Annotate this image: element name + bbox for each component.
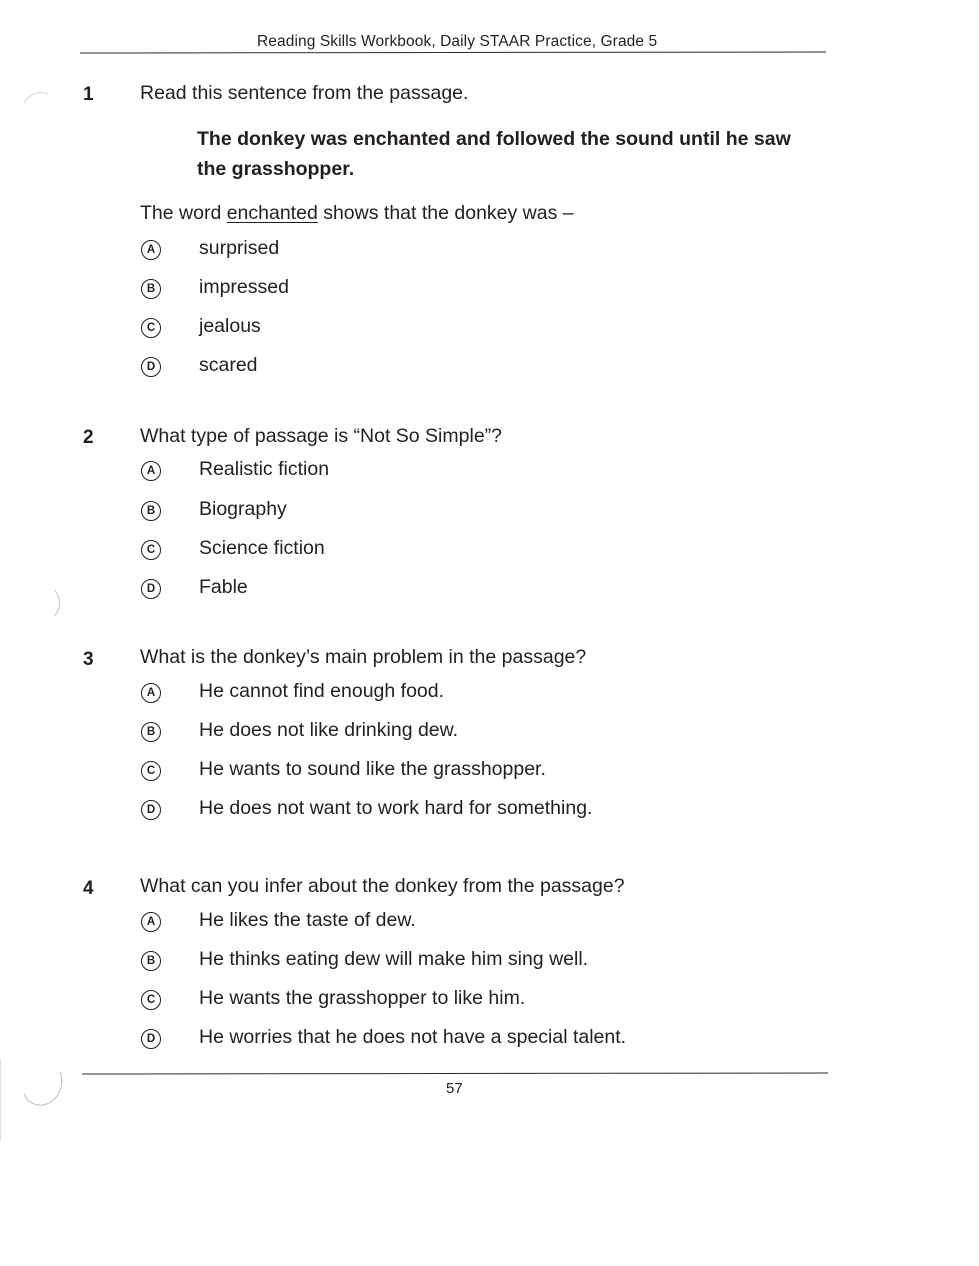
footer-rule (82, 1072, 828, 1074)
question-4-option-b-text: He thinks eating dew will make him sing well. (199, 948, 589, 970)
question-4-option-d-bubble[interactable]: D (141, 1029, 161, 1049)
question-4-option-c-bubble[interactable]: C (141, 990, 161, 1010)
question-1-number: 1 (83, 84, 94, 105)
question-3-prompt: What is the donkey’s main problem in the passage? (140, 646, 587, 668)
question-2-option-c-bubble[interactable]: C (141, 540, 161, 560)
question-1-option-d-text: scared (199, 354, 258, 376)
question-1-option-a-bubble[interactable]: A (141, 240, 161, 260)
question-4-option-b-bubble[interactable]: B (141, 951, 161, 971)
scan-hole-mark (28, 585, 60, 621)
question-2-prompt: What type of passage is “Not So Simple”? (140, 425, 502, 447)
question-3-option-d-text: He does not want to work hard for something. (199, 797, 593, 819)
question-1-stem (140, 202, 574, 225)
scan-hole-mark (15, 1055, 68, 1112)
question-1-option-d-bubble[interactable]: D (141, 357, 161, 377)
question-2-number: 2 (83, 427, 94, 448)
question-4-option-d-text: He worries that he does not have a special talent. (199, 1026, 627, 1048)
question-2-option-b-bubble[interactable]: B (141, 501, 161, 521)
question-4-option-c-text: He wants the grasshopper to like him. (199, 987, 526, 1009)
question-1-option-b-bubble[interactable]: B (141, 279, 161, 299)
question-4-number: 4 (83, 878, 94, 899)
question-1-option-c-text: jealous (199, 315, 261, 337)
question-2-option-b-text: Biography (199, 498, 287, 520)
question-2-option-a-bubble[interactable]: A (141, 461, 161, 481)
question-2-option-d-bubble[interactable]: D (141, 579, 161, 599)
question-1-prompt: Read this sentence from the passage. (140, 82, 469, 104)
stem-underlined-word: enchanted (226, 202, 318, 224)
question-3-option-b-bubble[interactable]: B (141, 722, 161, 742)
question-2-option-c-text: Science fiction (199, 537, 325, 559)
scan-hole-mark (17, 87, 66, 136)
question-1-option-a-text: surprised (199, 237, 280, 259)
question-2-option-a-text: Realistic fiction (199, 458, 330, 480)
question-3-option-d-bubble[interactable]: D (141, 800, 161, 820)
question-2-option-d-text: Fable (199, 576, 248, 598)
question-3-number: 3 (83, 649, 94, 670)
question-4-option-a-text: He likes the taste of dew. (199, 909, 416, 931)
header-rule (80, 51, 826, 53)
question-3-option-a-bubble[interactable]: A (141, 683, 161, 703)
question-1-option-c-bubble[interactable]: C (141, 318, 161, 338)
running-header: Reading Skills Workbook, Daily STAAR Practice, Grade 5 (257, 33, 658, 50)
question-4-prompt: What can you infer about the donkey from the passage? (140, 875, 625, 897)
stem-text-before: The word (140, 202, 227, 224)
stem-text-after: shows that the donkey was – (317, 202, 574, 224)
question-1-quoted-sentence: The donkey was enchanted and followed the sound until he saw the grasshopper. (197, 128, 791, 180)
scan-edge-line (0, 1060, 1, 1140)
question-3-option-c-bubble[interactable]: C (141, 761, 161, 781)
question-4-option-a-bubble[interactable]: A (141, 912, 161, 932)
question-3-option-b-text: He does not like drinking dew. (199, 719, 459, 741)
question-1-option-b-text: impressed (199, 276, 289, 298)
question-3-option-c-text: He wants to sound like the grasshopper. (199, 758, 546, 780)
question-3-option-a-text: He cannot find enough food. (199, 680, 445, 702)
page-number: 57 (446, 1080, 463, 1097)
